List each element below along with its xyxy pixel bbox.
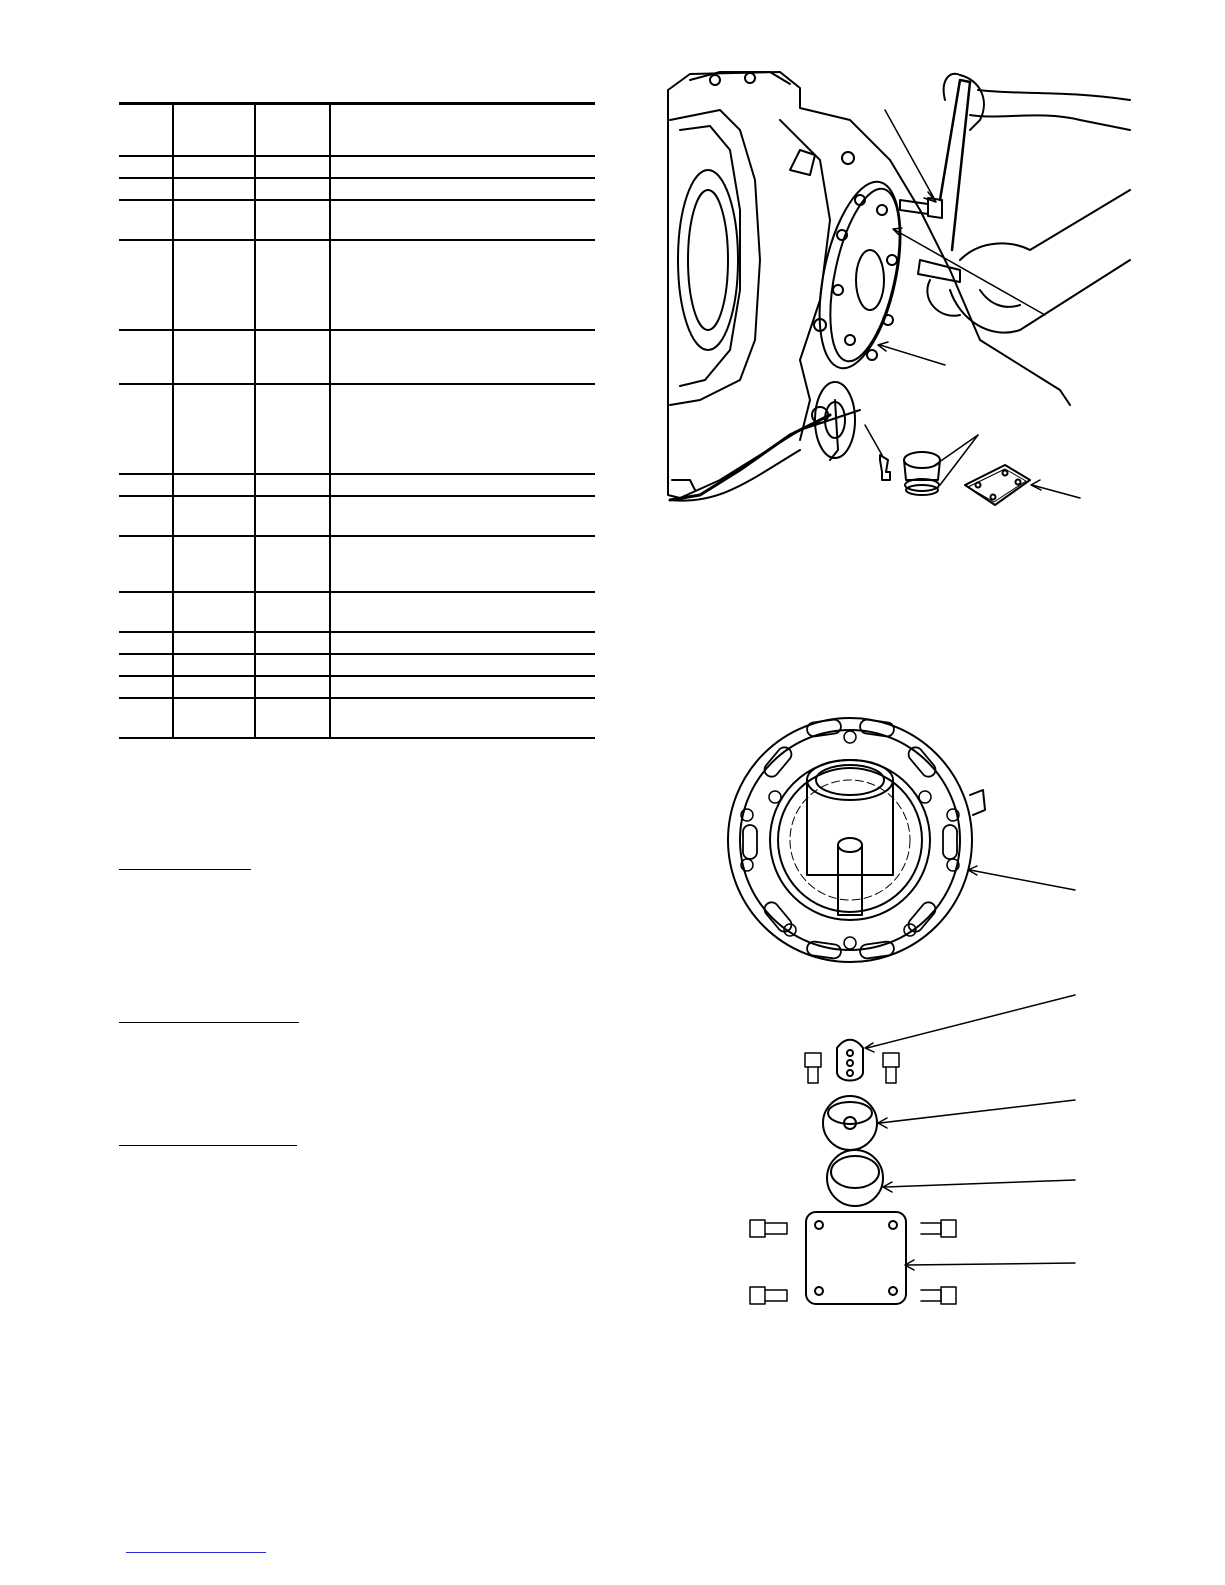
table-cell [173, 156, 255, 178]
table-header-cell [330, 104, 595, 157]
table-cell [255, 330, 330, 384]
table-cell [119, 632, 173, 654]
table-body [119, 156, 595, 738]
table-cell [173, 654, 255, 676]
table-cell [330, 474, 595, 496]
table-cell [255, 536, 330, 592]
table-cell [119, 654, 173, 676]
table-cell [173, 474, 255, 496]
table-cell [173, 384, 255, 474]
table-row [119, 178, 595, 200]
table-cell [173, 200, 255, 240]
table-cell [119, 384, 173, 474]
table-cell [119, 592, 173, 632]
table-cell [255, 200, 330, 240]
specification-table [119, 102, 595, 739]
table-cell [330, 200, 595, 240]
table-row [119, 698, 595, 738]
table-cell [119, 698, 173, 738]
section-heading-rule [119, 1022, 299, 1023]
table-cell [330, 632, 595, 654]
table-cell [330, 384, 595, 474]
table-row [119, 330, 595, 384]
table-cell [255, 178, 330, 200]
table-row [119, 676, 595, 698]
table-cell [255, 156, 330, 178]
table-cell [173, 676, 255, 698]
table-row [119, 496, 595, 536]
compressor-end-cover-removal-illustration [660, 60, 1140, 530]
table-cell [330, 592, 595, 632]
table-cell [173, 496, 255, 536]
table-cell [119, 156, 173, 178]
table-row [119, 592, 595, 632]
table-cell [119, 178, 173, 200]
table-cell [330, 654, 595, 676]
table-cell [330, 698, 595, 738]
table-cell [119, 676, 173, 698]
table-row [119, 200, 595, 240]
table-cell [255, 698, 330, 738]
table-row [119, 474, 595, 496]
table-cell [119, 536, 173, 592]
table-cell [173, 330, 255, 384]
table-cell [119, 240, 173, 330]
table-cell [255, 474, 330, 496]
table-cell [119, 496, 173, 536]
table-row [119, 240, 595, 330]
table-cell [330, 240, 595, 330]
table-cell [255, 592, 330, 632]
table-cell [330, 178, 595, 200]
table-cell [330, 496, 595, 536]
table-header-row [119, 104, 595, 157]
table-cell [255, 632, 330, 654]
table-cell [173, 178, 255, 200]
table-cell [173, 592, 255, 632]
table-header-cell [255, 104, 330, 157]
table-row [119, 632, 595, 654]
table-row [119, 156, 595, 178]
table-cell [255, 654, 330, 676]
table-cell [255, 240, 330, 330]
section-heading-rule [119, 1145, 297, 1146]
table-row [119, 384, 595, 474]
table-header-cell [173, 104, 255, 157]
table-cell [119, 330, 173, 384]
table-cell [119, 474, 173, 496]
table-row [119, 536, 595, 592]
table-header-cell [119, 104, 173, 157]
table-row [119, 654, 595, 676]
table-cell [255, 496, 330, 536]
table-cell [330, 676, 595, 698]
table-cell [330, 330, 595, 384]
table-cell [330, 156, 595, 178]
table-cell [173, 698, 255, 738]
table-cell [119, 200, 173, 240]
table-cell [173, 240, 255, 330]
table-cell [173, 536, 255, 592]
table-cell [173, 632, 255, 654]
table-cell [255, 384, 330, 474]
footer-link-underline[interactable] [126, 1552, 266, 1553]
section-heading-rule [119, 869, 251, 870]
end-cover-exploded-parts-illustration [715, 715, 1080, 1315]
table-cell [330, 536, 595, 592]
table-cell [255, 676, 330, 698]
